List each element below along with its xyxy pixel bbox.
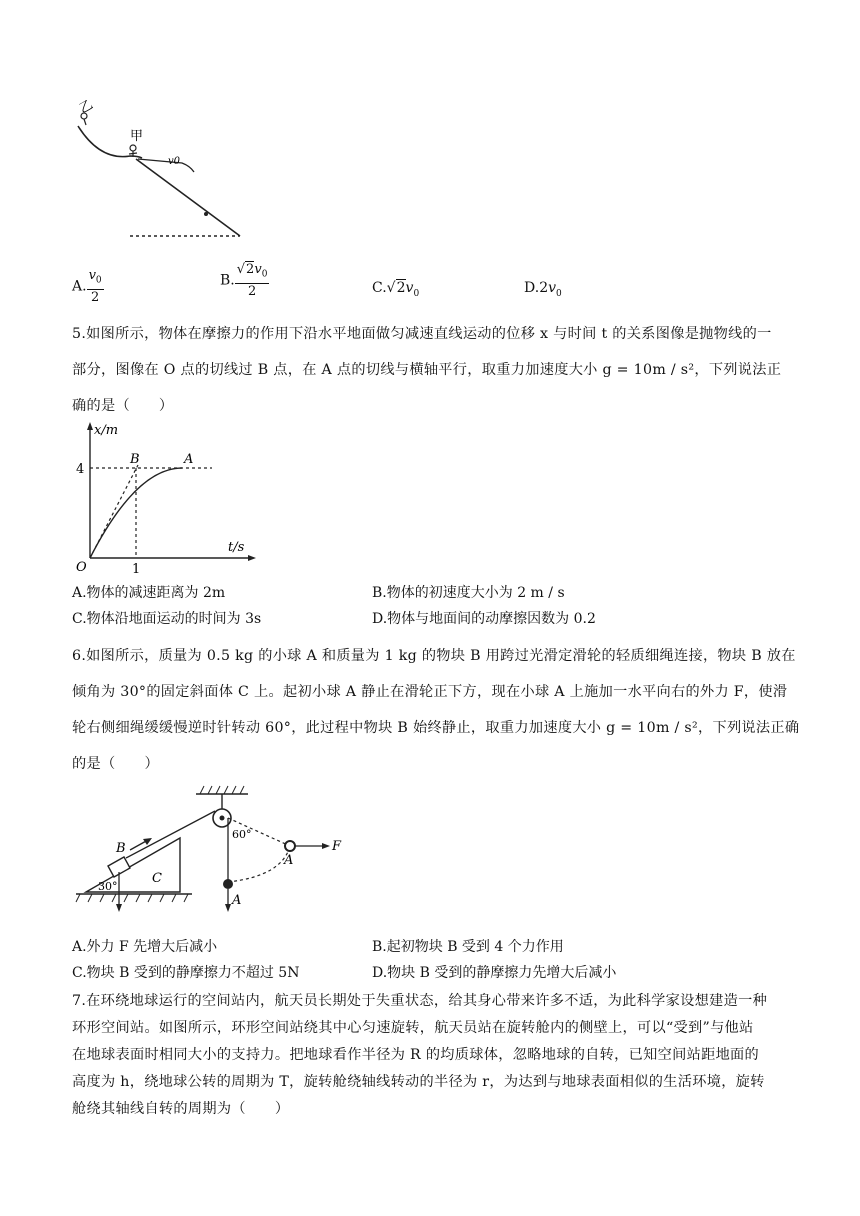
q4-v0-arrow — [138, 159, 194, 172]
q6-option-a[interactable]: A.外力 F 先增大后减小 — [72, 939, 218, 955]
q6-option-c[interactable]: C.物块 B 受到的静摩擦力不超过 5N — [72, 965, 300, 981]
q4-figure — [70, 96, 250, 246]
q6-stem-line-1: 6.如图所示，质量为 0.5 kg 的小球 A 和质量为 1 kg 的物块 B 用跨过光滑定滑轮的轻质细绳连接，物块 B 放在 — [72, 648, 796, 664]
q4-label-yi: 乙 — [77, 97, 96, 117]
q4-option-d[interactable]: $D.2v_0$ — [524, 280, 562, 299]
q6-label-a0: A — [232, 893, 242, 908]
q5-stem-line-3: 确的是（ ） — [72, 398, 174, 414]
q6-label-a: A — [284, 853, 294, 868]
q4-label-v0: v0 — [168, 156, 181, 167]
q5-option-d[interactable]: D.物体与地面间的动摩擦因数为 0.2 — [372, 611, 596, 627]
q6-stem-line-4: 的是（ ） — [72, 756, 159, 772]
q6-stem-line-2: 倾角为 30°的固定斜面体 C 上。起初小球 A 静止在滑轮正下方，现在小球 A 上施加一水平向右的外力 F，使滑 — [72, 684, 788, 700]
q5-origin: O — [76, 560, 87, 575]
q4-option-c[interactable]: $C.√2v_0$ — [372, 280, 420, 299]
q5-xtick-1: 1 — [132, 562, 141, 576]
q5-option-a[interactable]: A.物体的减速距离为 2m — [72, 585, 226, 601]
q4-option-b[interactable]: B. $\frac{√2v_0}{2}$ — [220, 262, 268, 299]
q5-ytick-4: 4 — [76, 462, 85, 477]
q7-stem-line-3: 在地球表面时相同大小的支持力。把地球看作半径为 R 的均质球体，忽略地球的自转，已知空间站距地面的 — [72, 1047, 760, 1063]
q5-ylabel: x/m — [94, 423, 119, 438]
q4-label-jia: 甲 — [130, 129, 144, 144]
q7-stem-line-1: 7.在环绕地球运行的空间站内，航天员长期处于失重状态，给其身心带来许多不适，为此科学家设想建造一种 — [72, 993, 768, 1009]
q5-xlabel: t/s — [228, 540, 245, 555]
q5-point-b: B — [130, 452, 140, 467]
q5-option-c[interactable]: C.物体沿地面运动的时间为 3s — [72, 611, 262, 627]
q6-stem-line-3: 轮右侧细绳缓缓慢逆时针转动 60°，此过程中物块 B 始终静止，取重力加速度大小 g = 10m / s²，下列说法正确 — [72, 720, 800, 736]
skier-jia-icon — [129, 145, 137, 157]
q6-label-30: 30° — [98, 880, 118, 893]
q7-stem-line-4: 高度为 h，绕地球公转的周期为 T，旋转舱绕轴线转动的半径为 r，为达到与地球表面相似的生活环境，旋转 — [72, 1074, 765, 1090]
q4-option-a[interactable]: A. $\frac{v_0}{2}$ — [72, 268, 102, 305]
q5-stem-line-1: 5.如图所示，物体在摩擦力的作用下沿水平地面做匀减速直线运动的位移 x 与时间 t 的关系图像是抛物线的一 — [72, 326, 772, 342]
q7-stem-line-2: 环形空间站。如图所示，环形空间站绕其中心匀速旋转，航天员站在旋转舱内的侧壁上，可以“受到”与他站 — [72, 1020, 754, 1036]
q6-figure — [72, 782, 362, 922]
q6-label-b: B — [116, 841, 126, 856]
q6-option-b[interactable]: B.起初物块 B 受到 4 个力作用 — [372, 939, 564, 955]
q5-graph — [72, 418, 262, 576]
q4-slope-line — [136, 159, 240, 236]
q6-option-d[interactable]: D.物块 B 受到的静摩擦力先增大后减小 — [372, 965, 617, 981]
q5-stem-line-2: 部分，图像在 O 点的切线过 B 点，在 A 点的切线与横轴平行，取重力加速度大小 g = 10m / s²，下列说法正 — [72, 362, 782, 378]
q5-point-a: A — [184, 452, 194, 467]
q6-ball-a-initial — [223, 879, 233, 889]
q7-stem-line-5: 舱绕其轴线自转的周期为（ ） — [72, 1101, 290, 1117]
q5-option-b[interactable]: B.物体的初速度大小为 2 m / s — [372, 585, 565, 601]
q6-ball-a-final — [285, 841, 295, 851]
q6-label-c: C — [152, 871, 162, 886]
q6-label-60: 60° — [232, 828, 252, 841]
q6-label-f: F — [332, 839, 342, 854]
